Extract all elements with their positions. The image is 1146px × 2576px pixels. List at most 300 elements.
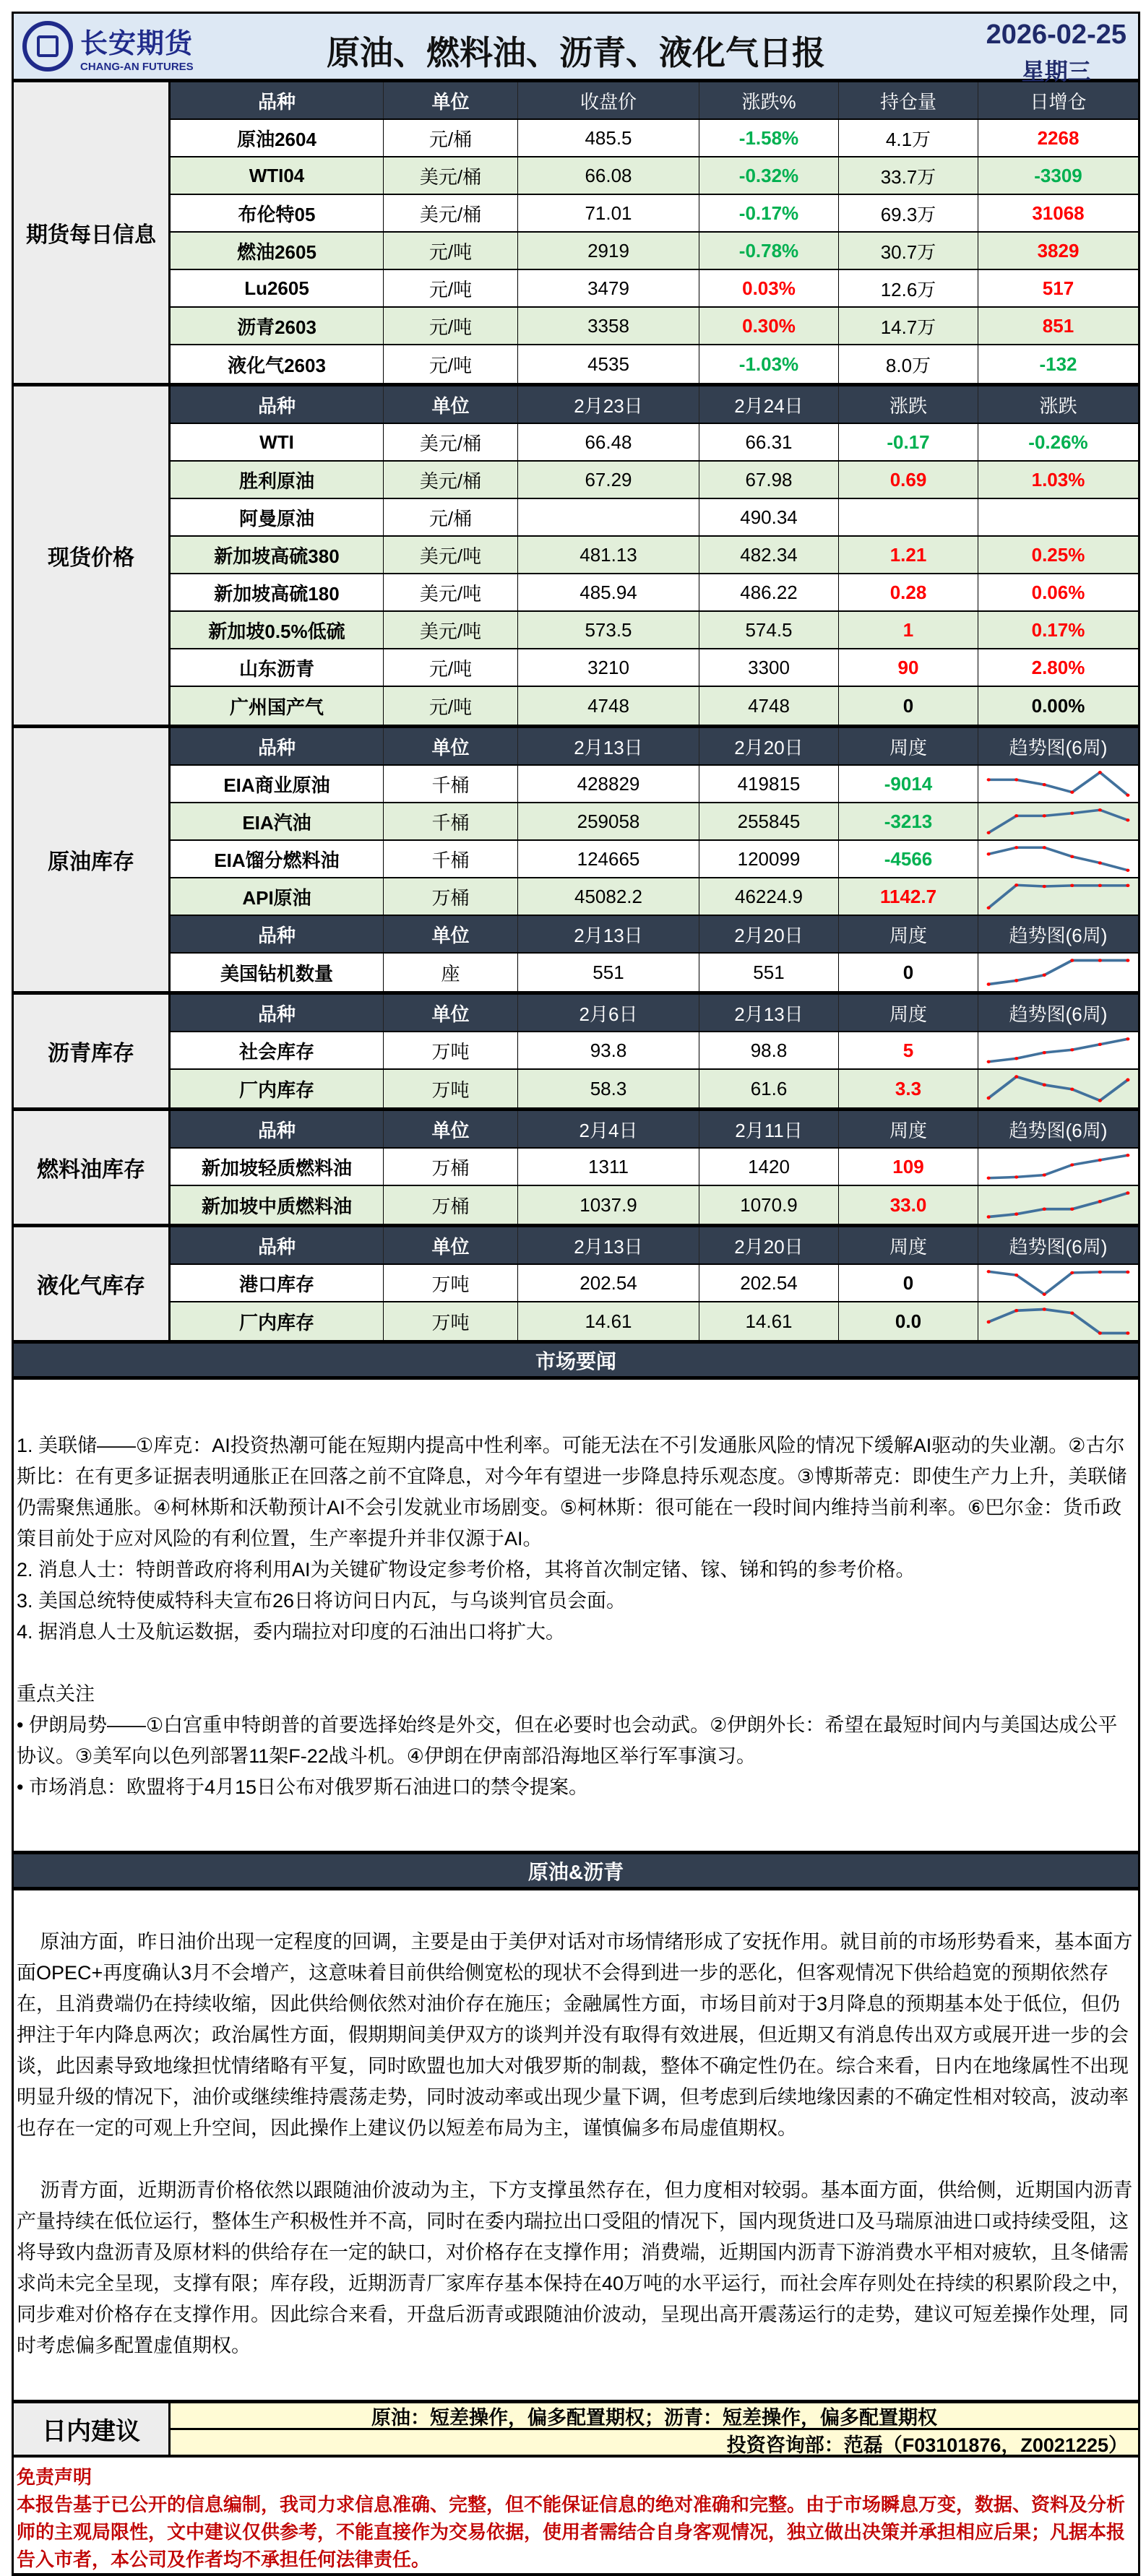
table-cell: 0	[839, 954, 978, 991]
trend-cell	[978, 803, 1138, 839]
column-header: 2月13日	[518, 1227, 699, 1263]
sparkline-marker	[987, 1060, 991, 1063]
table-cell: 66.08	[518, 157, 699, 194]
table-cell: 14.61	[518, 1302, 699, 1340]
sparkline-marker	[1070, 1163, 1074, 1166]
table-cell: 千桶	[384, 803, 518, 839]
table-cell: 259058	[518, 803, 699, 839]
sparkline-marker	[987, 1097, 991, 1100]
table-cell: Lu2605	[171, 270, 384, 306]
sparkline	[984, 1035, 1132, 1066]
table-cell: 46224.9	[699, 878, 839, 915]
sparkline	[984, 956, 1132, 988]
table-cell: 2268	[1037, 126, 1080, 149]
analysis-body	[14, 1890, 1138, 2403]
table-cell: 元/吨	[384, 233, 518, 269]
table-cell: 98.8	[699, 1032, 839, 1068]
section-label: 燃料油库存	[14, 1111, 171, 1224]
column-header: 周度	[839, 728, 978, 764]
sparkline-marker	[987, 778, 991, 781]
table-cell: 486.22	[699, 574, 839, 610]
section-2	[14, 728, 1138, 995]
sparkline-marker	[1070, 812, 1074, 815]
table-cell: 美元/桶	[384, 424, 518, 460]
sparkline-marker	[1043, 814, 1046, 817]
news-item: 3. 美国总统特使威特科夫宣布26日将访问日内瓦，与乌谈判官员会面。	[17, 1590, 626, 1612]
sparkline-line	[988, 772, 1128, 795]
table-cell: 3.3	[839, 1070, 978, 1107]
trend-cell	[978, 1186, 1138, 1224]
table-cell: 万桶	[384, 878, 518, 915]
table-cell: 0.69	[839, 462, 978, 498]
column-header: 周度	[839, 995, 978, 1031]
table-cell: 美元/桶	[384, 462, 518, 498]
table-row	[171, 157, 1138, 195]
sparkline	[984, 1151, 1132, 1182]
sparkline-marker	[1098, 1331, 1102, 1335]
trend-cell	[978, 841, 1138, 877]
section-label: 原油库存	[14, 728, 171, 991]
sparkline-marker	[1043, 974, 1046, 977]
table-cell: 481.13	[518, 537, 699, 573]
sparkline-marker	[1098, 884, 1102, 887]
sparkline-marker	[987, 1177, 991, 1180]
sparkline-marker	[1043, 1207, 1046, 1211]
column-header: 单位	[384, 1227, 518, 1263]
news-item: 4. 据消息人士及航运数据，委内瑞拉对印度的石油出口将扩大。	[17, 1621, 566, 1643]
table-header-row	[171, 728, 1138, 766]
table-cell: 新加坡轻质燃料油	[171, 1149, 384, 1185]
table-cell: 0.25%	[1031, 543, 1085, 566]
table-cell: 阿曼原油	[171, 499, 384, 535]
column-header: 品种	[171, 916, 384, 952]
table-cell: WTI	[171, 424, 384, 460]
sparkline-marker	[1014, 778, 1018, 781]
sparkline-marker	[1126, 1191, 1129, 1195]
table-cell: 元/吨	[384, 345, 518, 383]
trend-cell	[978, 1032, 1138, 1068]
column-header: 2月20日	[699, 916, 839, 952]
table-cell: 万桶	[384, 1186, 518, 1224]
section-label: 沥青库存	[14, 995, 171, 1107]
table-cell: 0.28	[839, 574, 978, 610]
sparkline	[984, 1268, 1132, 1298]
brand-cn: 长安期货	[80, 29, 194, 59]
table-row	[171, 803, 1138, 841]
table-cell: 1	[839, 612, 978, 648]
table-cell: 124665	[518, 841, 699, 877]
disclaimer	[14, 2458, 1138, 2573]
sparkline-marker	[1098, 1271, 1102, 1274]
table-cell: 厂内库存	[171, 1070, 384, 1107]
table-cell: -1.58%	[699, 120, 839, 156]
column-header: 单位	[384, 1111, 518, 1147]
sparkline-marker	[1043, 846, 1046, 849]
focus-item: • 伊朗局势——①白宫重申特朗普的首要选择始终是外交，但在必要时也会动武。②伊朗外长：希望在最短时间内与美国达成公平协议。③美军向以色列部署11架F-22战斗机。④伊朗在伊南部沿海地区举行军事演习。	[17, 1714, 1118, 1767]
sparkline-line	[988, 1039, 1128, 1062]
sparkline-marker	[1014, 1075, 1018, 1079]
sparkline-marker	[1014, 883, 1018, 886]
advice-label: 日内建议	[14, 2403, 171, 2455]
sparkline-marker	[1014, 1274, 1018, 1276]
table-cell: 元/桶	[384, 499, 518, 535]
table-cell: -0.78%	[699, 233, 839, 269]
sparkline	[984, 769, 1132, 799]
table-cell: 0	[839, 687, 978, 725]
daily-report	[12, 12, 1140, 2576]
news-item: 2. 消息人士：特朗普政府将利用AI为关键矿物设定参考价格，其将首次制定锗、镓、锑和钨的参考价格。	[17, 1559, 915, 1581]
table-row	[171, 195, 1138, 233]
column-header: 单位	[384, 386, 518, 423]
news-item: 1. 美联储——①库克：AI投资热潮可能在短期内提高中性利率。可能无法在不引发通胀风险的情况下缓解AI驱动的失业潮。②古尔斯比：在有更多证据表明通胀正在回落之前不宜降息，对今年有望进一步降息持乐观态度。③博斯蒂克：即使生产力上升，美联储仍需聚焦通胀。④柯林斯和沃勒预计AI不会引发就业市场剧变。⑤柯林斯：很可能在一段时间内维持当前利率。⑥巴尔金：货币政策目前处于应对风险的有利位置，生产率提升并非仅源于AI。	[17, 1435, 1127, 1550]
table-cell: 液化气2603	[171, 345, 384, 383]
table-cell: 71.01	[518, 195, 699, 231]
table-cell: 美元/吨	[384, 537, 518, 573]
table-cell: 元/吨	[384, 270, 518, 306]
table-cell: 90	[839, 649, 978, 686]
table-row	[171, 687, 1138, 725]
sparkline-marker	[987, 831, 991, 834]
table-cell: 2919	[518, 233, 699, 269]
sparkline-marker	[1043, 1308, 1046, 1311]
column-header: 周度	[839, 1111, 978, 1147]
table-row	[171, 612, 1138, 649]
table-cell: 元/吨	[384, 687, 518, 725]
table-cell: 新加坡高硫180	[171, 574, 384, 610]
table-cell: 33.7万	[839, 157, 978, 194]
sparkline-line	[988, 961, 1128, 985]
trend-cell	[978, 1149, 1138, 1185]
table-cell: 5	[839, 1032, 978, 1068]
column-header: 单位	[384, 916, 518, 952]
sparkline-marker	[1098, 861, 1102, 864]
column-header: 2月13日	[699, 995, 839, 1031]
column-header: 涨跌	[1039, 394, 1077, 417]
table-cell: 新加坡中质燃料油	[171, 1186, 384, 1224]
table-cell: 8.0万	[839, 345, 978, 383]
section-1	[14, 386, 1138, 728]
section-table	[171, 728, 1138, 991]
table-cell: 67.29	[518, 462, 699, 498]
column-header: 品种	[171, 1227, 384, 1263]
sparkline-line	[988, 847, 1128, 870]
table-row	[171, 1070, 1138, 1107]
table-header-row	[171, 916, 1138, 954]
table-cell: 美元/吨	[384, 612, 518, 648]
table-cell	[978, 499, 1138, 535]
table-cell: 482.34	[699, 537, 839, 573]
table-row	[171, 1032, 1138, 1070]
table-cell: 2.80%	[1031, 656, 1085, 678]
crude-analysis: 原油方面，昨日油价出现一定程度的回调，主要是由于美伊对话对市场情绪形成了安抚作用。就目前的市场形势看来，基本面方面OPEC+再度确认3月不会增产，这意味着目前供给侧宽松的现状不会得到进一步的恶化，但客观情况下供给趋宽的预期依然存在，且消费端仍在持续收缩，因此供给侧依然对油价存在施压；金融属性方面，市场目前对于3月降息的预期基本处于低位，但仍押注于年内降息两次；政治属性方面，假期期间美伊双方的谈判并没有取得有效进展，但近期又有消息传出双方或展开进一步的会谈，此因素导致地缘担忧情绪略有平复，同时欧盟也加大对俄罗斯的制裁，整体不确定性仍在。综合来看，日内在地缘属性不出现明显升级的情况下，油价或继续维持震荡走势，同时波动率或出现少量下调，但考虑到后续地缘因素的不确定性相对较高，波动率也存在一定的可观上升空间，因此操作上建议仍以短差布局为主，谨慎偏多布局虚值期权。	[17, 1931, 1133, 2139]
sparkline-line	[988, 1310, 1128, 1334]
table-cell: 0.0	[839, 1302, 978, 1340]
asphalt-analysis: 沥青方面，近期沥青价格依然以跟随油价波动为主，下方支撑虽然存在，但力度相对较弱。基本面方面，供给侧，近期国内沥青产量持续在低位运行，整体生产积极性并不高，同时在委内瑞拉出口受阻的情况下，国内现货进口及马瑞原油进口或持续受阻，这将导致内盘沥青及原材料的供给存在一定的缺口，对价格存在支撑作用；消费端，近期国内沥青下游消费水平相对疲软，且冬储需求尚未完全呈现，支撑有限；库存段，近期沥青厂家库存基本保持在40万吨的水平运行，而社会库存则处在持续的积累阶段之中，同步难对价格存在支撑作用。因此综合来看，开盘后沥青或跟随油价波动，呈现出高开震荡运行的走势，建议可短差操作处理，同时考虑偏多配置虚值期权。	[17, 2179, 1133, 2356]
table-cell: 万吨	[384, 1265, 518, 1301]
column-header: 品种	[171, 728, 384, 764]
table-row	[171, 841, 1138, 878]
table-cell: 33.0	[839, 1186, 978, 1224]
table-cell: 3479	[518, 270, 699, 306]
table-cell: 1420	[699, 1149, 839, 1185]
sparkline-marker	[1014, 1175, 1018, 1178]
table-cell: 4535	[518, 345, 699, 383]
table-row	[171, 1302, 1138, 1340]
section-table	[171, 82, 1138, 383]
report-title: 原油、燃料油、沥青、液化气日报	[327, 34, 825, 72]
trend-cell	[978, 954, 1138, 991]
sparkline-marker	[1098, 771, 1102, 774]
section-label: 液化气库存	[14, 1227, 171, 1340]
sparkline-marker	[987, 907, 991, 909]
table-row	[171, 120, 1138, 157]
trend-cell	[978, 1070, 1138, 1107]
table-cell: 0.30%	[699, 308, 839, 344]
table-cell	[839, 499, 978, 535]
column-header: 2月13日	[518, 728, 699, 764]
section-3	[14, 995, 1138, 1111]
sparkline-marker	[1098, 808, 1102, 811]
table-cell: 1142.7	[839, 878, 978, 915]
table-header-row	[171, 386, 1138, 424]
sparkline-marker	[1126, 1079, 1129, 1082]
table-row	[171, 233, 1138, 270]
table-cell: API原油	[171, 878, 384, 915]
table-cell: -132	[1039, 353, 1077, 375]
table-cell: 12.6万	[839, 270, 978, 306]
sparkline	[984, 806, 1132, 837]
table-cell: 美国钻机数量	[171, 954, 384, 991]
table-cell: 551	[699, 954, 839, 991]
table-cell: 新加坡0.5%低硫	[171, 612, 384, 648]
table-cell: WTI04	[171, 157, 384, 194]
sparkline-marker	[1126, 818, 1129, 821]
table-row	[171, 499, 1138, 537]
table-cell: 3829	[1037, 239, 1080, 262]
table-cell: 574.5	[699, 612, 839, 648]
column-header: 2月13日	[518, 916, 699, 952]
table-row	[171, 649, 1138, 687]
sparkline-marker	[1070, 790, 1074, 793]
table-cell: 原油2604	[171, 120, 384, 156]
table-cell: 元/桶	[384, 120, 518, 156]
table-row	[171, 424, 1138, 462]
section-label: 现货价格	[14, 386, 171, 725]
report-header	[14, 14, 1138, 85]
analyst-info: 投资咨询部：范磊（F03101876，Z0021225）	[726, 2434, 1128, 2456]
column-header: 周度	[839, 1227, 978, 1263]
sparkline-marker	[1126, 794, 1129, 797]
table-cell: 千桶	[384, 766, 518, 802]
sparkline-marker	[1098, 959, 1102, 962]
advice-text: 原油：短差操作，偏多配置期权；沥青：短差操作，偏多配置期权	[171, 2403, 1138, 2430]
table-cell: EIA馏分燃料油	[171, 841, 384, 877]
table-row	[171, 308, 1138, 345]
disclaimer-text: 本报告基于已公开的信息编制，我司力求信息准确、完整，但不能保证信息的绝对准确和完整。由于市场瞬息万变，数据、资料及分析师的主观局限性，文中建议仅供参考，不能直接作为交易依据，使用者需结合自身客观情况，独立做出决策并承担相应后果；凡据本报告入市者，本公司及作者均不承担任何法律责任。	[17, 2494, 1126, 2570]
table-cell: 美元/吨	[384, 574, 518, 610]
sparkline-line	[988, 1155, 1128, 1178]
table-cell: 66.48	[518, 424, 699, 460]
table-cell: -3309	[1034, 164, 1082, 186]
table-row	[171, 462, 1138, 499]
table-cell: 4748	[518, 687, 699, 725]
table-cell: 新加坡高硫380	[171, 537, 384, 573]
column-header: 2月23日	[518, 386, 699, 423]
table-cell: -0.17%	[699, 195, 839, 231]
sparkline-line	[988, 1193, 1128, 1217]
table-cell: 4.1万	[839, 120, 978, 156]
sparkline-marker	[1043, 1173, 1046, 1176]
table-cell: EIA汽油	[171, 803, 384, 839]
table-cell: 4748	[699, 687, 839, 725]
sparkline-marker	[1126, 1331, 1129, 1335]
sparkline-marker	[1014, 1057, 1018, 1060]
sparkline-marker	[1043, 1083, 1046, 1086]
column-header: 趋势图(6周)	[1009, 924, 1108, 946]
sparkline-marker	[1070, 1207, 1074, 1211]
sparkline-line	[988, 1077, 1128, 1101]
sparkline-marker	[1043, 885, 1046, 888]
table-cell: 元/吨	[384, 649, 518, 686]
column-header: 单位	[384, 995, 518, 1031]
table-cell: 31068	[1032, 202, 1085, 224]
table-cell: -0.17	[839, 424, 978, 460]
table-cell: 93.8	[518, 1032, 699, 1068]
column-header: 品种	[171, 82, 384, 118]
table-cell: 千桶	[384, 841, 518, 877]
intraday-advice	[14, 2403, 1138, 2458]
data-sections	[14, 82, 1138, 1344]
column-header: 收盘价	[518, 82, 699, 118]
column-header: 2月4日	[518, 1111, 699, 1147]
sparkline-marker	[1043, 1051, 1046, 1054]
trend-cell	[978, 1302, 1138, 1340]
table-cell: 3300	[699, 649, 839, 686]
table-header-row	[171, 995, 1138, 1032]
sparkline-marker	[1014, 1309, 1018, 1313]
sparkline-marker	[1070, 959, 1074, 962]
table-cell: 109	[839, 1149, 978, 1185]
focus-item: • 市场消息：欧盟将于4月15日公布对俄罗斯石油进口的禁令提案。	[17, 1776, 589, 1798]
sparkline-marker	[1043, 783, 1046, 786]
table-cell: -3213	[839, 803, 978, 839]
column-header: 品种	[171, 386, 384, 423]
column-header: 2月11日	[699, 1111, 839, 1147]
section-table	[171, 1227, 1138, 1340]
sparkline-marker	[1126, 1154, 1129, 1157]
table-row	[171, 766, 1138, 803]
table-cell	[518, 499, 699, 535]
sparkline	[984, 881, 1132, 912]
focus-title: 重点关注	[17, 1683, 95, 1705]
table-cell: 0.06%	[1031, 581, 1085, 603]
sparkline-line	[988, 885, 1128, 908]
column-header: 涨跌%	[699, 82, 839, 118]
column-header: 品种	[171, 995, 384, 1031]
table-cell: 胜利原油	[171, 462, 384, 498]
sparkline-marker	[1043, 1293, 1046, 1296]
sparkline-marker	[1126, 1271, 1129, 1274]
section-table	[171, 386, 1138, 725]
table-cell: 120099	[699, 841, 839, 877]
weekday-text: 星期三	[1021, 59, 1091, 85]
sparkline-marker	[1070, 1088, 1074, 1092]
column-header: 涨跌	[839, 386, 978, 423]
table-cell: 517	[1042, 277, 1074, 299]
table-cell: 厂内库存	[171, 1302, 384, 1340]
column-header: 单位	[384, 728, 518, 764]
table-cell: 1070.9	[699, 1186, 839, 1224]
column-header: 2月6日	[518, 995, 699, 1031]
sparkline-marker	[1126, 884, 1129, 887]
sparkline-marker	[1014, 1212, 1018, 1216]
sparkline-marker	[1126, 959, 1129, 962]
table-header-row	[171, 1227, 1138, 1265]
table-cell: 66.31	[699, 424, 839, 460]
trend-cell	[978, 1265, 1138, 1301]
sparkline-marker	[1070, 1048, 1074, 1051]
sparkline	[984, 1073, 1132, 1105]
table-cell: -1.03%	[699, 345, 839, 383]
column-header: 2月20日	[699, 728, 839, 764]
sparkline	[984, 1189, 1132, 1221]
sparkline-marker	[1098, 1200, 1102, 1203]
table-cell: 851	[1042, 314, 1074, 337]
table-cell: 美元/桶	[384, 157, 518, 194]
column-header: 单位	[384, 82, 518, 118]
table-cell: 69.3万	[839, 195, 978, 231]
table-cell: 0.00%	[1031, 694, 1085, 717]
section-0	[14, 82, 1138, 386]
table-cell: 573.5	[518, 612, 699, 648]
table-cell: 0	[839, 1265, 978, 1301]
column-header: 趋势图(6周)	[1009, 1119, 1108, 1141]
table-cell: -4566	[839, 841, 978, 877]
column-header: 持仓量	[839, 82, 978, 118]
table-cell: 14.7万	[839, 308, 978, 344]
table-cell: -0.32%	[699, 157, 839, 194]
column-header: 2月24日	[699, 386, 839, 423]
table-cell: 45082.2	[518, 878, 699, 915]
table-cell: 1311	[518, 1149, 699, 1185]
table-header-row	[171, 82, 1138, 120]
table-header-row	[171, 1111, 1138, 1149]
sparkline-marker	[1126, 869, 1129, 872]
sparkline-marker	[1070, 884, 1074, 887]
sparkline-marker	[1070, 1311, 1074, 1315]
sparkline-marker	[1014, 979, 1018, 982]
section-table	[171, 1111, 1138, 1224]
table-cell: 14.61	[699, 1302, 839, 1340]
brand-en: CHANG-AN FUTURES	[80, 61, 194, 73]
table-cell: 1.21	[839, 537, 978, 573]
table-cell: 港口库存	[171, 1265, 384, 1301]
table-cell: 1.03%	[1031, 468, 1085, 490]
table-cell: 万桶	[384, 1149, 518, 1185]
sparkline-marker	[1014, 846, 1018, 849]
table-row	[171, 1265, 1138, 1302]
sparkline-marker	[1126, 1037, 1129, 1040]
table-cell: 485.94	[518, 574, 699, 610]
table-cell: 3210	[518, 649, 699, 686]
table-cell: 燃油2605	[171, 233, 384, 269]
table-row	[171, 270, 1138, 308]
table-cell: 社会库存	[171, 1032, 384, 1068]
table-row	[171, 1186, 1138, 1224]
table-cell: 202.54	[699, 1265, 839, 1301]
column-header: 趋势图(6周)	[1009, 1235, 1108, 1258]
table-cell: 布伦特05	[171, 195, 384, 231]
